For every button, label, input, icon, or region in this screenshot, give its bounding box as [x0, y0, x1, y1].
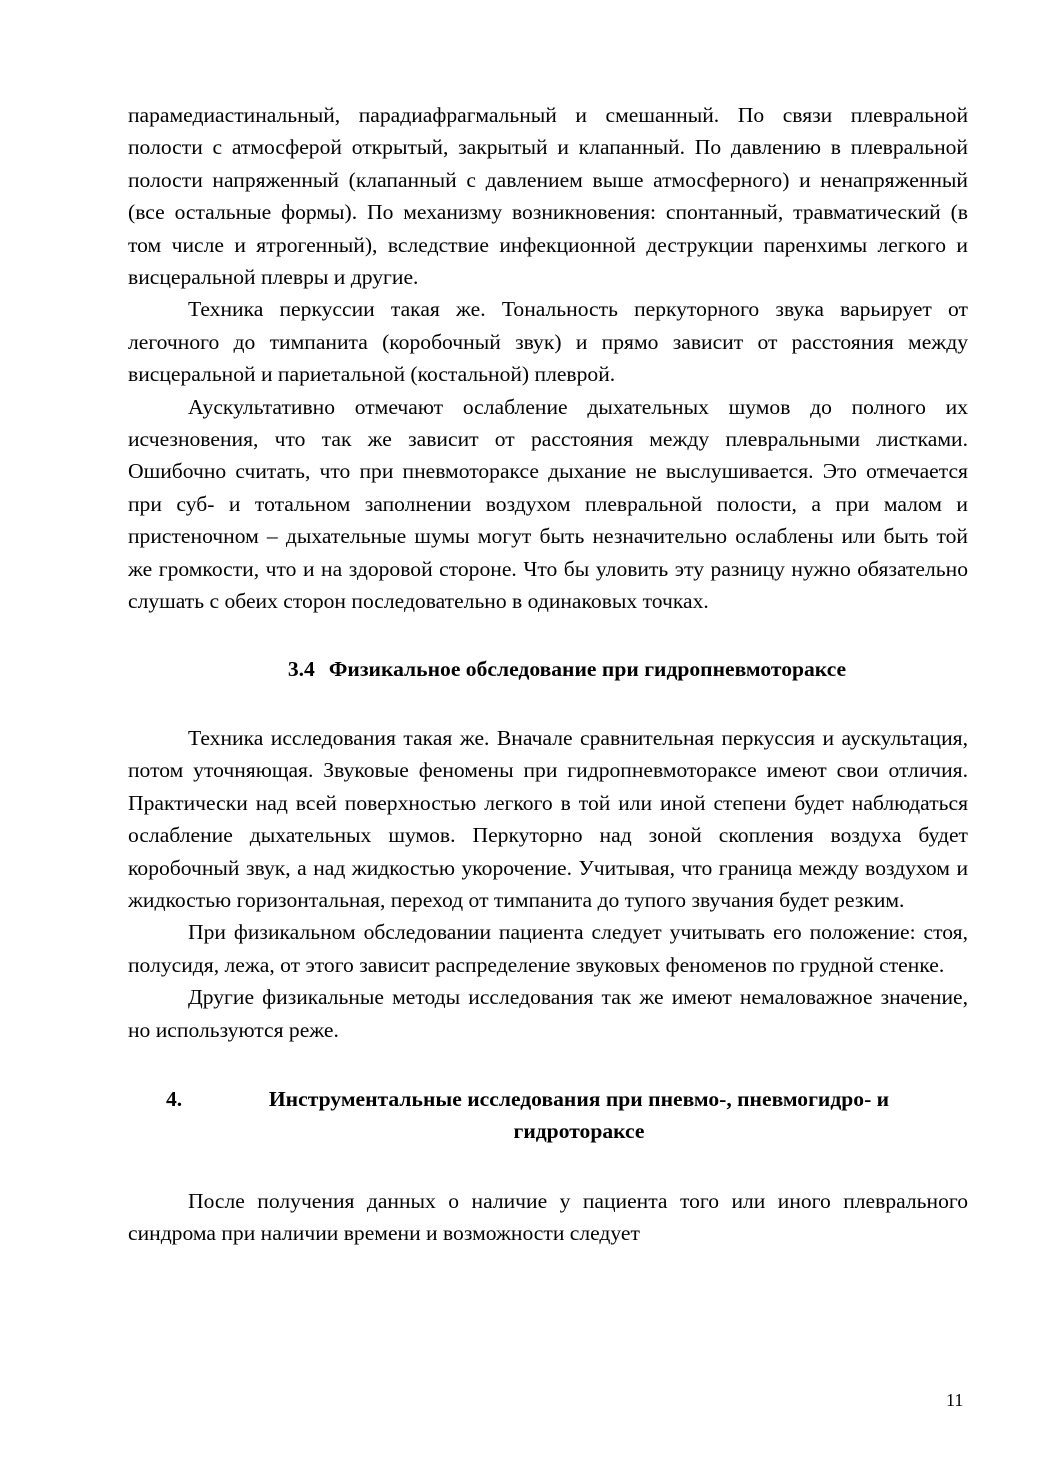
paragraph-instrumental: После получения данных о наличие у пациента того или иного плеврального синдрома при наличии времени и возможности следует	[128, 1188, 968, 1246]
section-number: 3.4	[287, 656, 315, 681]
section-title: Физикальное обследование при гидропневмотораксе	[328, 656, 847, 681]
page-body	[128, 99, 968, 1250]
paragraph-classification: парамедиастинальный, парадиафрагмальный и смешанный. По связи плевральной полости с атмосферой открытый, закрытый и клапанный. По давлению в плевральной полости напряженный (клапанный с давлением выше атмосферного) и ненапряженный (все остальные формы). По механизму возникновения: спонтанный, травматический (в том числе и ятрогенный), вследствие инфекционной деструкции паренхимы легкого и висцеральной плевры и другие.	[128, 103, 968, 290]
section-number: 4.	[166, 1086, 183, 1111]
paragraph-hydro-other: Другие физикальные методы исследования так же имеют немаловажное значение, но используются реже.	[128, 985, 968, 1042]
section-heading-4	[128, 1083, 968, 1148]
paragraph-hydro-position: При физикальном обследовании пациента следует учитывать его положение: стоя, полусидя, лежа, от этого зависит распределение звуковых феноменов по грудной стенке.	[128, 920, 968, 977]
section-heading-3-4	[128, 653, 968, 685]
page-number: 11	[946, 1390, 964, 1410]
paragraph-auscultation: Аускультативно отмечают ослабление дыхательных шумов до полного их исчезновения, что так же зависит от расстояния между плевральными листками. Ошибочно считать, что при пневмотораксе дыхание не выслушивается. Это отмечается при суб- и тотальном заполнении воздухом плевральной полости, а при малом и пристеночном – дыхательные шумы могут быть незначительно ослаблены или быть той же громкости, что и на здоровой стороне. Что бы уловить эту разницу нужно обязательно слушать с обеих сторон последовательно в одинаковых точках.	[128, 394, 968, 614]
paragraph-hydro-technique: Техника исследования такая же. Вначале сравнительная перкуссия и аускультация, потом уточняющая. Звуковые феномены при гидропневмотораксе имеют свои отличия. Практически над всей поверхностью легкого в той или иной степени будет наблюдаться ослабление дыхательных шумов. Перкуторно над зоной скопления воздуха будет коробочный звук, а над жидкостью укорочение. Учитывая, что граница между воздухом и жидкостью горизонтальная, переход от тимпанита до тупого звучания будет резким.	[128, 725, 968, 912]
paragraph-percussion: Техника перкуссии такая же. Тональность перкуторного звука варьирует от легочного до тимпанита (коробочный звук) и прямо зависит от расстояния между висцеральной и париетальной (костальной) плеврой.	[128, 297, 968, 387]
section-title: Инструментальные исследования при пневмо-, пневмогидро- и гидротораксе	[268, 1086, 890, 1144]
